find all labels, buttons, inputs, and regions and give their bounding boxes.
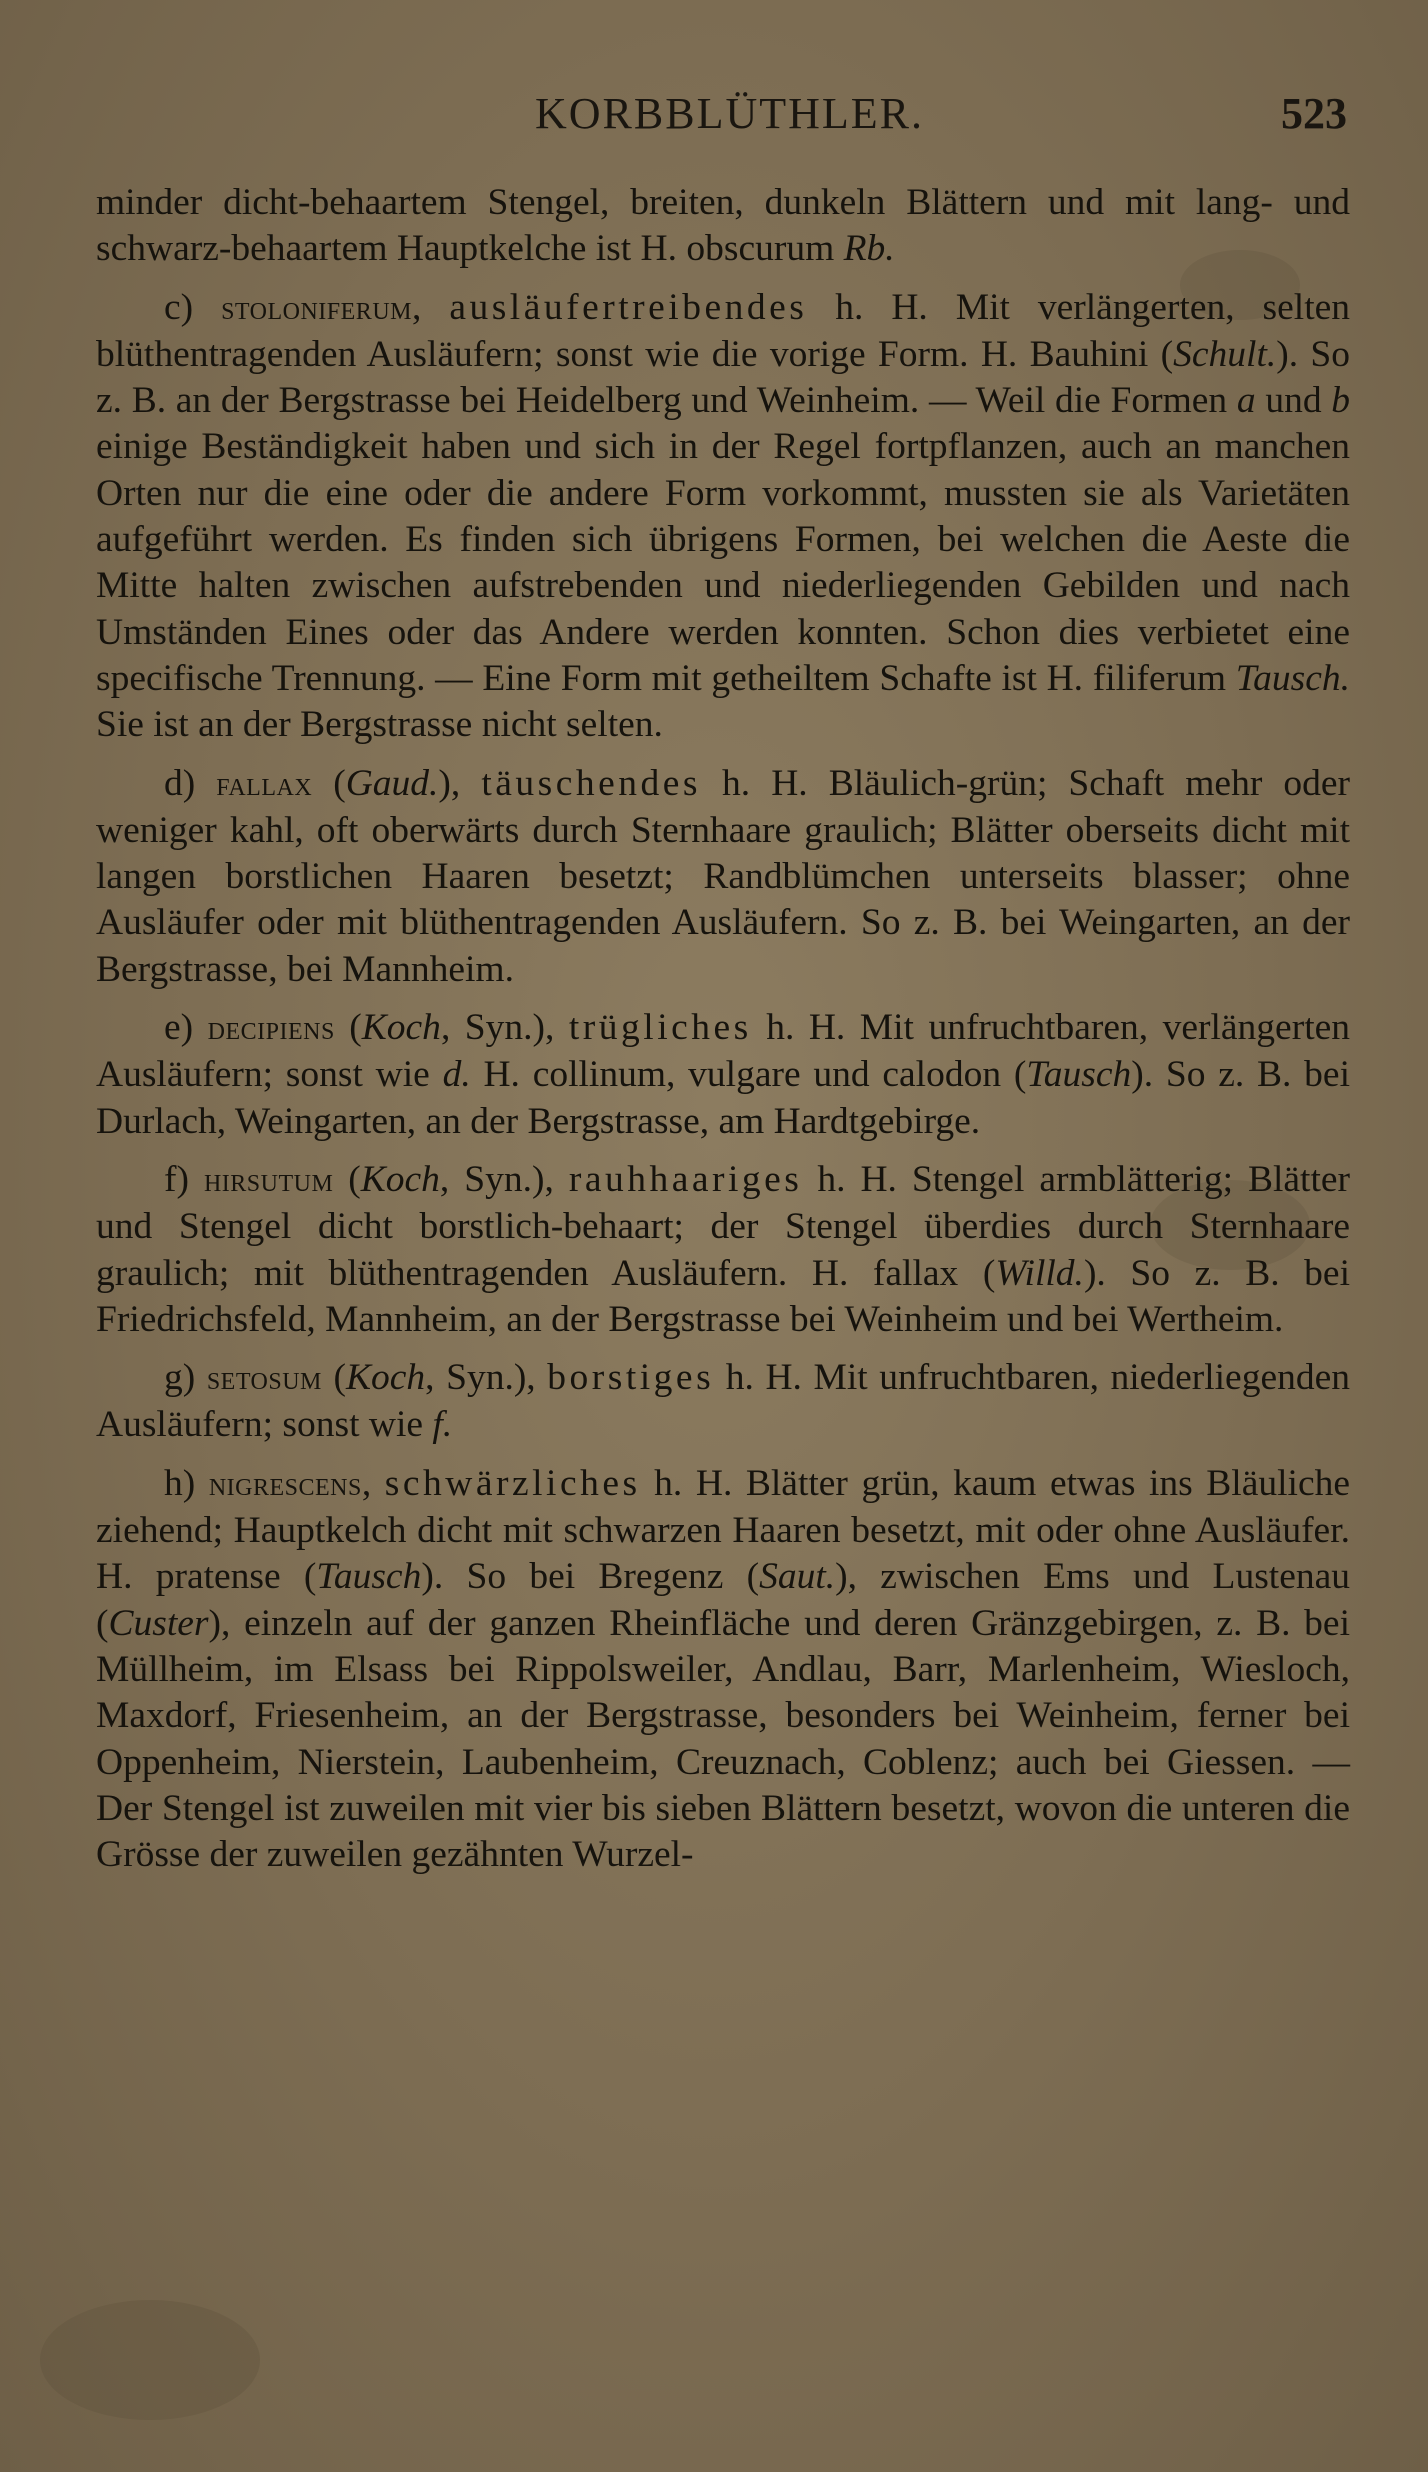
variety-name: fallax [216,765,313,803]
variety-name: nigrescens [208,1465,362,1503]
text-run: h. H. Mit unfruchtbaren, verlängerten Ausläufern; sonst wie [96,1007,1351,1096]
text-run: und [1255,380,1332,422]
paragraph-variety-c [96,285,1350,749]
author-citation: Gaud. [345,762,439,804]
common-name: schwärzliches [384,1462,641,1504]
text-run: , Syn.), [439,1158,569,1200]
text-run: ), einzeln auf der ganzen Rheinfläche und deren Gränzgebirgen, z. B. bei Müllheim, im Elsass bei Rippolsweiler, Andlau, Barr, Marlenheim, Wiesloch, Maxdorf, Friesenheim, an der Bergstrasse, besonders bei Weinheim, ferner bei Oppenheim, Nierstein, Laubenheim, Creuznach, Coblenz; auch bei Giessen. — Der Stengel ist zuweilen mit vier bis sieben Blättern besetzt, wovon die unteren die Grösse der zuweilen gezähnten Wurzel- [96,1602,1350,1876]
common-name: borstiges [547,1357,715,1399]
text-run: , Syn.), [425,1357,548,1399]
text-run: Sie ist an der Bergstrasse nicht selten. [96,704,663,746]
text-run: , [361,1462,385,1504]
author-citation: d. [442,1054,471,1096]
text-run: ). So z. B. bei Friedrichsfeld, Mannheim, an der Bergstrasse bei Weinheim und bei Wertheim. [96,1252,1350,1340]
page-number: 523 [1281,89,1347,138]
text-run: , [412,286,450,328]
author-citation: Koch [361,1007,441,1049]
text-run: ( [321,1357,346,1399]
text-run: ). So z. B. an der Bergstrasse bei Heidelberg und Weinheim. — Weil die Formen [96,333,1350,422]
text-run: ( [312,762,346,804]
author-citation: Schult. [1173,333,1277,375]
text-run: ( [334,1007,362,1049]
paragraph-variety-e [96,1005,1350,1145]
author-citation: f. [432,1404,453,1446]
paragraph-continuation [96,180,1350,273]
paragraph-variety-h [96,1461,1350,1879]
text-run: minder dicht-behaartem Stengel, breiten, dunkeln Blättern und mit lang- und schwarz-behaartem Hauptkelche ist H. obscurum [96,182,1350,270]
text-run: d) [164,762,217,804]
author-citation: Custer [108,1602,209,1644]
author-citation: Willd. [995,1252,1084,1294]
text-run: f) [164,1158,204,1200]
author-citation: b [1331,380,1351,422]
paragraph-variety-g [96,1355,1350,1449]
text-run: h. H. Stengel armblätterig; Blätter und Stengel dicht borstlich-behaart; der Stengel überdies durch Sternhaare graulich; mit blüthentragenden Ausläufern. H. fallax ( [96,1158,1351,1294]
body-text [96,180,1350,1878]
common-name: rauhhaariges [568,1158,803,1200]
author-citation: Tausch [316,1556,422,1598]
text-run: ( [333,1158,361,1200]
text-run: h. H. Bläulich-grün; Schaft mehr oder weniger kahl, oft oberwärts durch Sternhaare graulich; Blätter oberseits dicht mit langen borstlichen Haaren besetzt; Randblümchen unterseits blasser; ohne Ausläufer oder mit blüthentragenden Ausläufern. So z. B. bei Weingarten, an der Bergstrasse, bei Mannheim. [96,762,1350,990]
common-name: ausläufertreibendes [449,286,808,328]
paragraph-variety-d [96,761,1350,993]
text-run: ). So z. B. bei Durlach, Weingarten, an der Bergstrasse, am Hardtgebirge. [96,1054,1350,1142]
variety-name: decipiens [207,1010,335,1048]
running-title: KORBBLÜTHLER. [535,89,924,138]
text-run: h. H. Mit verlängerten, selten blüthentragenden Ausläufern; sonst wie die vorige Form. H. Bauhini ( [96,286,1351,375]
author-citation: Tausch [1026,1054,1132,1096]
text-run: ), [438,762,482,804]
text-run: , Syn.), [440,1007,569,1049]
variety-name: stoloniferum [221,289,412,327]
paper-stain [40,2300,260,2420]
common-name: trügliches [568,1007,752,1049]
common-name: täuschendes [481,762,702,804]
text-run: g) [164,1357,207,1399]
paragraph-variety-f [96,1157,1350,1343]
text-run: e) [164,1007,208,1049]
author-citation: Tausch. [1235,657,1350,699]
author-citation: a [1236,380,1256,422]
author-citation: Koch [345,1357,426,1399]
variety-name: setosum [206,1360,322,1398]
text-run: einige Beständigkeit haben und sich in der Regel fortpflanzen, auch an manchen Orten nur die eine oder die andere Form vorkommt, mussten sie als Varietäten aufgeführt werden. Es finden sich übrigens Formen, bei welchen die Aeste die Mitte halten zwischen aufstrebenden und niederliegenden Gebilden und nach Umständen Eines oder das Andere werden konnten. Schon dies verbietet eine specifische Trennung. — Eine Form mit getheiltem Schafte ist H. filiferum [96,426,1350,699]
author-citation: Koch [360,1158,440,1200]
text-run: h) [164,1462,209,1504]
author-citation: Saut. [759,1556,836,1598]
text-run: h. H. Blätter grün, kaum etwas ins Bläuliche ziehend; Hauptkelch dicht mit schwarzen Haaren besetzt, mit oder ohne Ausläufer. H. pratense ( [96,1462,1350,1598]
text-run: ), zwischen Ems und Lustenau ( [96,1556,1350,1644]
author-citation: Rb. [843,228,895,270]
text-run: H. collinum, vulgare und calodon ( [470,1054,1027,1096]
page-header [0,88,1428,148]
text-run: h. H. Mit unfruchtbaren, niederliegenden Ausläufern; sonst wie [96,1357,1350,1446]
text-run: ). So bei Bregenz ( [421,1556,760,1598]
variety-name: hirsutum [203,1161,334,1199]
text-run: c) [164,286,222,328]
